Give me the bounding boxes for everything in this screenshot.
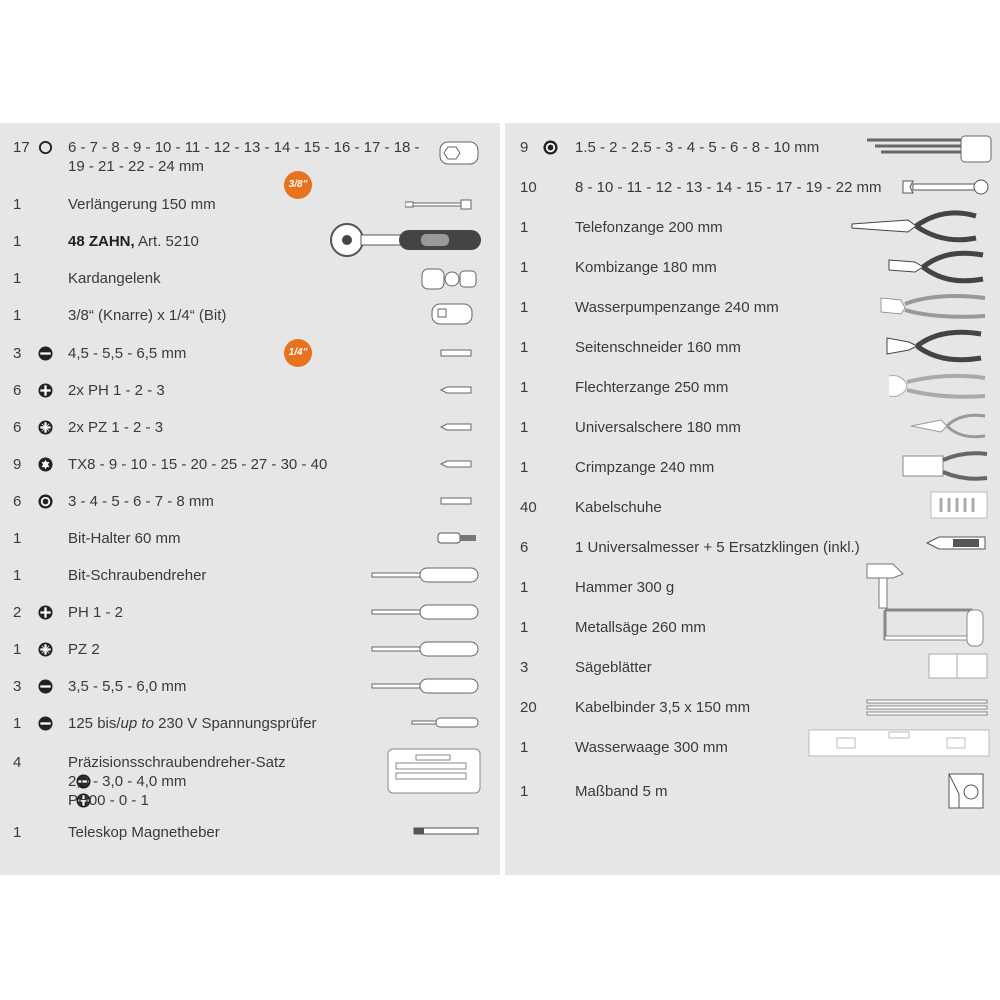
right-parts-panel — [505, 123, 1000, 875]
item-quantity: 6 — [13, 382, 22, 399]
item-description: Wasserpumpenzange 240 mm — [575, 299, 779, 316]
item-description-start: 125 bis/ — [68, 715, 121, 732]
screwdriver-icon — [370, 566, 482, 584]
item-description: Telefonzange 200 mm — [575, 219, 723, 236]
item-quantity: 1 — [520, 419, 529, 436]
item-quantity: 17 — [13, 139, 30, 156]
bit-icon — [440, 348, 474, 358]
item-description: Metallsäge 260 mm — [575, 619, 706, 636]
item-quantity: 1 — [520, 739, 529, 756]
item-description: 2x PZ 1 - 2 - 3 — [68, 419, 164, 436]
saw-blades-icon — [927, 652, 989, 680]
item-description: Crimpzange 240 mm — [575, 459, 715, 476]
item-description: 4,5 - 5,5 - 6,5 mm — [68, 345, 187, 362]
list-item — [0, 753, 500, 813]
tape-measure-icon — [943, 770, 991, 812]
bit-holder-icon — [436, 530, 480, 546]
item-quantity: 1 — [13, 270, 22, 287]
item-description: 8 - 10 - 11 - 12 - 13 - 14 - 15 - 17 - 19 - 22 mm — [575, 179, 882, 196]
utility-knife-icon — [925, 532, 989, 554]
item-description — [68, 232, 199, 251]
item-quantity: 1 — [520, 339, 529, 356]
sub-item-text: PH00 - 0 - 1 — [68, 792, 149, 809]
bit-icon — [440, 496, 474, 506]
torx-icon — [38, 457, 53, 472]
sub-item-text: 2,0 - 3,0 - 4,0 mm — [68, 773, 187, 790]
hacksaw-icon — [879, 602, 991, 650]
item-description: Teleskop Magnetheber — [68, 824, 220, 841]
item-quantity: 1 — [13, 567, 22, 584]
adapter-icon — [430, 301, 480, 327]
water-pump-pliers-icon — [877, 290, 989, 324]
cable-ties-icon — [865, 698, 991, 718]
item-description: 1 Universalmesser + 5 Ersatzklingen (inkl.) — [575, 539, 860, 556]
item-quantity: 3 — [13, 345, 22, 362]
item-quantity: 3 — [13, 678, 22, 695]
bit-icon — [440, 422, 474, 432]
item-description: Kabelschuhe — [575, 499, 662, 516]
item-description-italic: up to — [120, 715, 154, 732]
crimping-pliers-icon — [901, 448, 991, 484]
extension-bar-icon — [405, 197, 475, 211]
item-quantity: 1 — [13, 307, 22, 324]
item-quantity: 1 — [13, 233, 22, 250]
item-description: 3/8“ (Knarre) x 1/4“ (Bit) — [68, 307, 227, 324]
bit-icon — [440, 385, 474, 395]
ring-icon — [38, 140, 53, 155]
long-nose-pliers-icon — [850, 208, 980, 246]
item-quantity: 6 — [13, 419, 22, 436]
bit-icon — [440, 459, 474, 469]
item-quantity: 1 — [13, 530, 22, 547]
badge-1-4: 1/4" — [284, 339, 312, 367]
item-quantity: 4 — [13, 754, 22, 771]
item-description: PZ 2 — [68, 641, 100, 658]
item-description: Universalschere 180 mm — [575, 419, 741, 436]
item-quantity: 1 — [520, 459, 529, 476]
hex-key-set-icon — [865, 134, 995, 166]
item-description — [68, 138, 420, 176]
magnetic-pickup-icon — [412, 826, 480, 836]
voltage-tester-icon — [410, 716, 482, 730]
phillips-icon — [38, 383, 53, 398]
item-quantity: 1 — [13, 715, 22, 732]
item-quantity: 1 — [13, 641, 22, 658]
item-description: Bit-Halter 60 mm — [68, 530, 181, 547]
item-quantity: 1 — [520, 219, 529, 236]
item-description-line-1: 6 - 7 - 8 - 9 - 10 - 11 - 12 - 13 - 14 - 15 - 16 - 17 - 18 - — [68, 139, 420, 156]
item-description: 3,5 - 5,5 - 6,0 mm — [68, 678, 187, 695]
ratchet-icon — [325, 222, 485, 262]
item-description: Kabelbinder 3,5 x 150 mm — [575, 699, 751, 716]
item-quantity: 6 — [13, 493, 22, 510]
item-description: Flechterzange 250 mm — [575, 379, 729, 396]
item-description: 3 - 4 - 5 - 6 - 7 - 8 mm — [68, 493, 214, 510]
item-description — [68, 714, 317, 733]
wrench-icon — [899, 178, 991, 196]
hex-icon — [543, 140, 558, 155]
badge-3-8: 3/8" — [284, 171, 312, 199]
item-quantity: 10 — [520, 179, 537, 196]
universal-joint-icon — [420, 266, 482, 292]
item-quantity: 1 — [520, 379, 529, 396]
slotted-icon — [38, 679, 53, 694]
item-description: Kardangelenk — [68, 270, 161, 287]
slotted-icon — [38, 346, 53, 361]
item-description-end: 230 V Spannungsprüfer — [153, 715, 317, 732]
left-parts-panel — [0, 123, 500, 875]
item-description-line-2: 19 - 21 - 22 - 24 mm — [68, 158, 204, 175]
side-cutter-icon — [885, 326, 989, 366]
item-description: Hammer 300 g — [575, 579, 675, 596]
phillips-icon — [38, 605, 53, 620]
item-quantity: 9 — [520, 139, 529, 156]
item-description: TX8 - 9 - 10 - 15 - 20 - 25 - 27 - 30 - 40 — [68, 456, 328, 473]
item-description: Maßband 5 m — [575, 783, 668, 800]
item-description: Präzisionsschraubendreher-Satz — [68, 754, 286, 771]
item-quantity: 1 — [13, 196, 22, 213]
item-quantity: 1 — [520, 619, 529, 636]
item-description: 1.5 - 2 - 2.5 - 3 - 4 - 5 - 6 - 8 - 10 mm — [575, 139, 820, 156]
item-quantity: 1 — [520, 579, 529, 596]
pozidriv-icon — [38, 642, 53, 657]
item-quantity: 1 — [13, 824, 22, 841]
screwdriver-icon — [370, 603, 482, 621]
item-quantity: 40 — [520, 499, 537, 516]
item-description: 2x PH 1 - 2 - 3 — [68, 382, 165, 399]
item-description: PH 1 - 2 — [68, 604, 124, 621]
item-quantity: 1 — [520, 299, 529, 316]
slotted-icon — [38, 716, 53, 731]
combination-pliers-icon — [887, 248, 987, 286]
item-quantity: 2 — [13, 604, 22, 621]
item-description: Seitenschneider 160 mm — [575, 339, 741, 356]
screwdriver-icon — [370, 640, 482, 658]
spirit-level-icon — [807, 728, 993, 758]
item-description: Bit-Schraubendreher — [68, 567, 207, 584]
item-description: Sägeblätter — [575, 659, 652, 676]
screwdriver-icon — [370, 677, 482, 695]
cable-lugs-icon — [929, 490, 989, 520]
item-quantity: 1 — [520, 783, 529, 800]
item-description: Kombizange 180 mm — [575, 259, 717, 276]
item-name-bold: 48 ZAHN, — [68, 233, 135, 250]
item-article-number: Art. 5210 — [134, 233, 199, 250]
pozidriv-icon — [38, 420, 53, 435]
item-quantity: 1 — [520, 259, 529, 276]
universal-scissors-icon — [909, 410, 989, 444]
hex-icon — [38, 494, 53, 509]
item-description: Verlängerung 150 mm — [68, 196, 216, 213]
precision-screwdriver-set-icon — [386, 747, 482, 795]
item-description: Wasserwaage 300 mm — [575, 739, 728, 756]
socket-icon — [438, 138, 482, 168]
item-quantity: 3 — [520, 659, 529, 676]
item-quantity: 20 — [520, 699, 537, 716]
item-quantity: 6 — [520, 539, 529, 556]
end-cutting-pliers-icon — [885, 370, 989, 404]
item-quantity: 9 — [13, 456, 22, 473]
